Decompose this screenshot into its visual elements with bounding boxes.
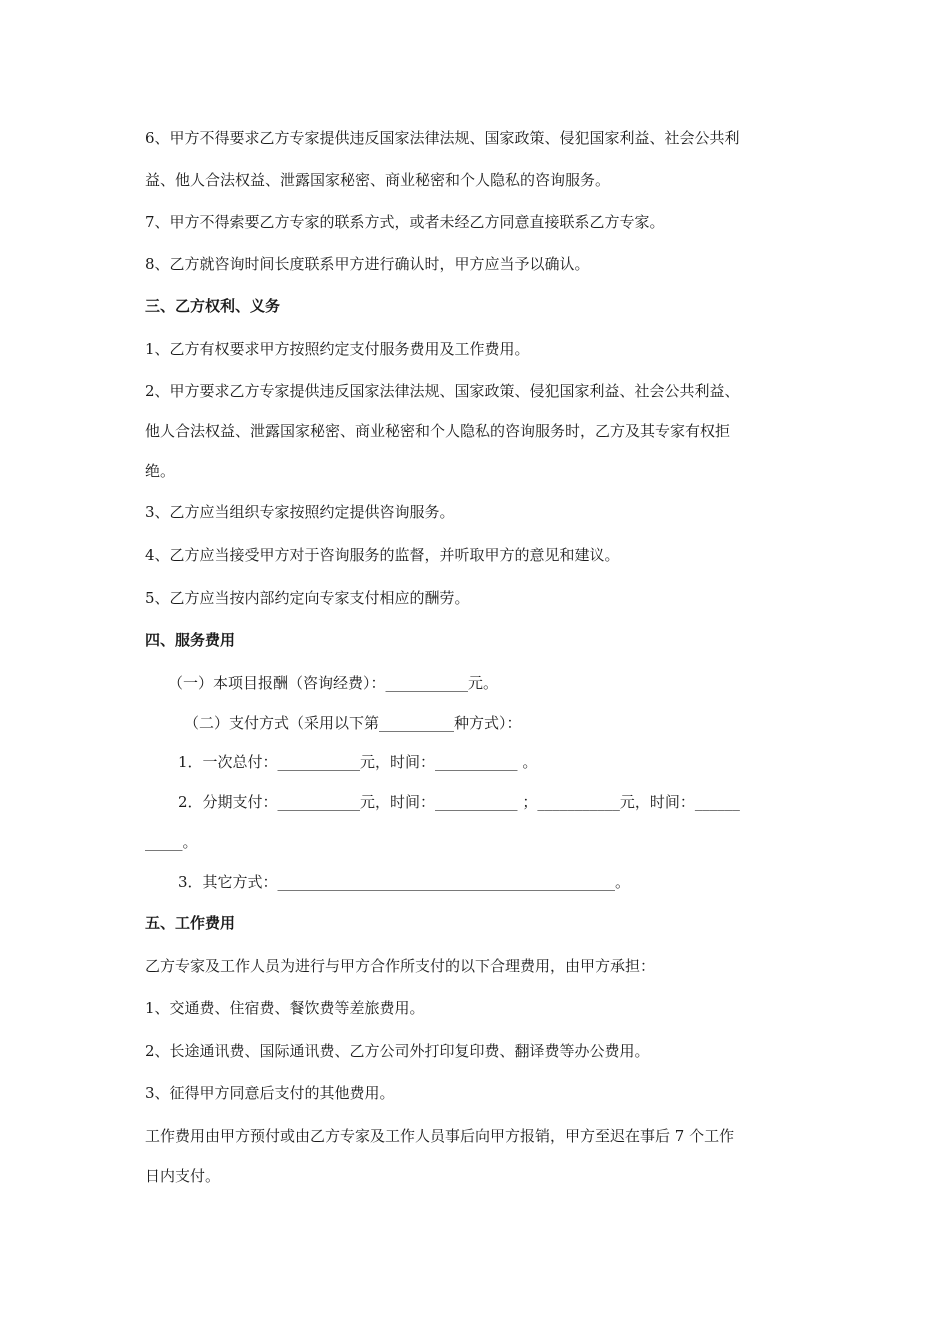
lump-sum-line: 1．一次总付：___________元，时间：___________ 。 <box>178 753 538 771</box>
section5-item-1: 1、交通费、住宿费、餐饮费等差旅费用。 <box>145 999 425 1017</box>
section3-item-1: 1、乙方有权要求甲方按照约定支付服务费用及工作费用。 <box>145 340 530 358</box>
installment-line-cont: _____。 <box>145 833 198 851</box>
section3-item-2-line2: 他人合法权益、泄露国家秘密、商业秘密和个人隐私的咨询服务时，乙方及其专家有权拒 <box>145 422 731 440</box>
section3-item-2-line3: 绝。 <box>145 462 176 480</box>
section5-closing-line2: 日内支付。 <box>145 1167 221 1185</box>
payment-method-line: （二）支付方式（采用以下第__________种方式）： <box>184 714 522 732</box>
paragraph-item-8: 8、乙方就咨询时间长度联系甲方进行确认时，甲方应当予以确认。 <box>145 255 590 273</box>
paragraph-item-7: 7、甲方不得索要乙方专家的联系方式，或者未经乙方同意直接联系乙方专家。 <box>145 213 665 231</box>
installment-line: 2．分期支付：___________元，时间：___________ ；___________元，时间：______ <box>178 793 740 811</box>
section-heading-4: 四、服务费用 <box>145 631 236 649</box>
section5-intro: 乙方专家及工作人员为进行与甲方合作所支付的以下合理费用，由甲方承担： <box>145 957 656 975</box>
other-method-line: 3．其它方式：_____________________________________________。 <box>178 873 631 891</box>
section5-item-3: 3、征得甲方同意后支付的其他费用。 <box>145 1084 395 1102</box>
paragraph-item-6-line1: 6、甲方不得要求乙方专家提供违反国家法律法规、国家政策、侵犯国家利益、社会公共利 <box>145 129 740 147</box>
section3-item-4: 4、乙方应当接受甲方对于咨询服务的监督，并听取甲方的意见和建议。 <box>145 546 620 564</box>
section3-item-5: 5、乙方应当按内部约定向专家支付相应的酬劳。 <box>145 589 470 607</box>
section-heading-5: 五、工作费用 <box>145 914 236 932</box>
section3-item-3: 3、乙方应当组织专家按照约定提供咨询服务。 <box>145 503 455 521</box>
section5-closing-line1: 工作费用由甲方预付或由乙方专家及工作人员事后向甲方报销，甲方至迟在事后 7 个工作 <box>145 1127 735 1145</box>
section3-item-2-line1: 2、甲方要求乙方专家提供违反国家法律法规、国家政策、侵犯国家利益、社会公共利益、 <box>145 382 740 400</box>
section-heading-3: 三、乙方权利、义务 <box>145 297 281 315</box>
section5-item-2: 2、长途通讯费、国际通讯费、乙方公司外打印复印费、翻译费等办公费用。 <box>145 1042 650 1060</box>
fee-line: （一）本项目报酬（咨询经费）：___________元。 <box>168 674 499 692</box>
paragraph-item-6-line2: 益、他人合法权益、泄露国家秘密、商业秘密和个人隐私的咨询服务。 <box>145 171 611 189</box>
